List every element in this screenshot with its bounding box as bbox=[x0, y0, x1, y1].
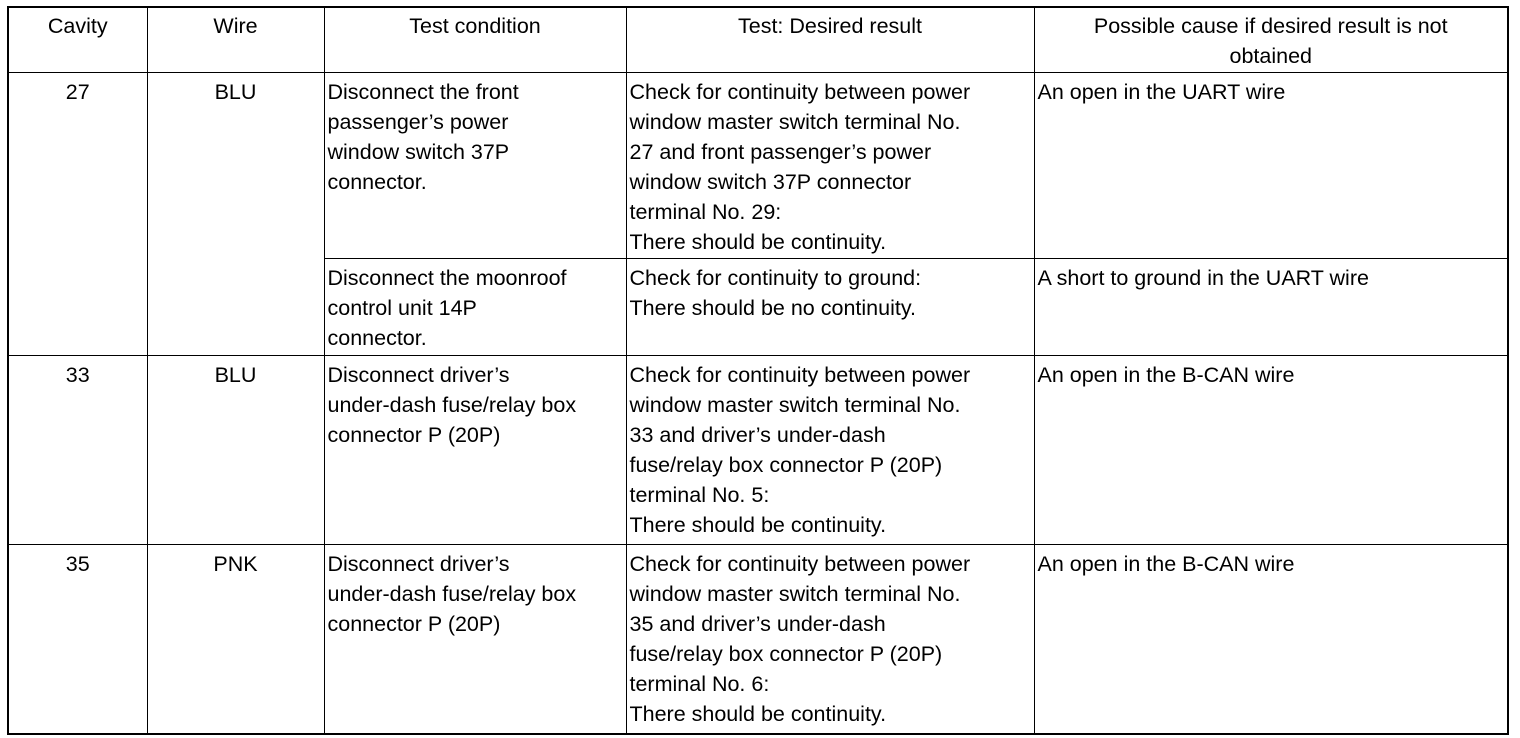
cavity-cell: 35 bbox=[8, 545, 147, 735]
table-row bbox=[8, 73, 1508, 259]
test-condition-cell: Disconnect the moonroof control unit 14P connector. bbox=[324, 259, 626, 356]
possible-cause-cell: An open in the B-CAN wire bbox=[1034, 356, 1508, 545]
test-condition-cell: Disconnect the front passenger’s power window switch 37P connector. bbox=[324, 73, 626, 259]
table-row bbox=[8, 545, 1508, 735]
cavity-cell: 27 bbox=[8, 73, 147, 356]
possible-cause-cell: An open in the B-CAN wire bbox=[1034, 545, 1508, 735]
test-condition-cell: Disconnect driver’s under-dash fuse/relay box connector P (20P) bbox=[324, 356, 626, 545]
test-condition-cell: Disconnect driver’s under-dash fuse/relay box connector P (20P) bbox=[324, 545, 626, 735]
header-desired-result: Test: Desired result bbox=[626, 7, 1034, 73]
desired-result-cell: Check for continuity between power window master switch terminal No. 33 and driver’s under-dash fuse/relay box connector P (20P) terminal No. 5: There should be continuity. bbox=[626, 356, 1034, 545]
table-row bbox=[8, 356, 1508, 545]
possible-cause-cell: A short to ground in the UART wire bbox=[1034, 259, 1508, 356]
desired-result-cell: Check for continuity between power window master switch terminal No. 35 and driver’s under-dash fuse/relay box connector P (20P) terminal No. 6: There should be continuity. bbox=[626, 545, 1034, 735]
wire-cell: BLU bbox=[147, 73, 324, 356]
possible-cause-cell: An open in the UART wire bbox=[1034, 73, 1508, 259]
header-test-condition: Test condition bbox=[324, 7, 626, 73]
continuity-test-table bbox=[7, 6, 1509, 735]
cavity-cell: 33 bbox=[8, 356, 147, 545]
header-row bbox=[8, 7, 1508, 73]
wire-cell: PNK bbox=[147, 545, 324, 735]
desired-result-cell: Check for continuity between power window master switch terminal No. 27 and front passenger’s power window switch 37P connector terminal No. 29: There should be continuity. bbox=[626, 73, 1034, 259]
wire-cell: BLU bbox=[147, 356, 324, 545]
header-possible-cause: Possible cause if desired result is not obtained bbox=[1034, 7, 1508, 73]
header-cavity: Cavity bbox=[8, 7, 147, 73]
header-wire: Wire bbox=[147, 7, 324, 73]
desired-result-cell: Check for continuity to ground: There should be no continuity. bbox=[626, 259, 1034, 356]
